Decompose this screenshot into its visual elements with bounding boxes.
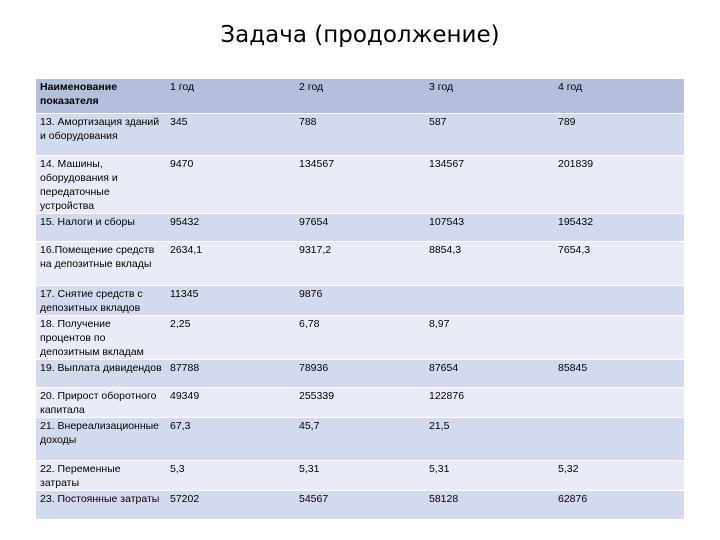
table-cell: 9317,2 [295,242,425,286]
row-label: 14. Машины, оборудования и передаточные устройства [36,156,166,214]
row-label: 23. Постоянные затраты [36,491,166,520]
table-cell: 107543 [425,214,554,242]
header-cell-indicator: Наименование показателя [36,79,166,114]
table-row [36,242,684,286]
table-cell [425,286,554,316]
table-cell: 87654 [425,360,554,388]
table-cell: 78936 [295,360,425,388]
table-cell: 6,78 [295,316,425,360]
table-cell: 87788 [166,360,295,388]
table-cell: 788 [295,114,425,156]
header-cell-year2: 2 год [295,79,425,114]
table-cell: 195432 [554,214,684,242]
table-row [36,286,684,316]
table-cell: 5,31 [425,461,554,491]
row-label: 15. Налоги и сборы [36,214,166,242]
table-cell [554,418,684,461]
table-row [36,156,684,214]
table-cell: 95432 [166,214,295,242]
table-cell: 57202 [166,491,295,520]
row-label: 16.Помещение средств на депозитные вклады [36,242,166,286]
table-row [36,214,684,242]
table-cell: 134567 [425,156,554,214]
table-cell: 201839 [554,156,684,214]
table-cell: 8,97 [425,316,554,360]
header-cell-year1: 1 год [166,79,295,114]
table-cell: 8854,3 [425,242,554,286]
header-cell-year3: 3 год [425,79,554,114]
table-cell: 45,7 [295,418,425,461]
table-row [36,491,684,520]
table-row [36,461,684,491]
table-row [36,114,684,156]
table-cell: 97654 [295,214,425,242]
data-table [36,79,684,520]
table-cell: 54567 [295,491,425,520]
table-cell [554,388,684,418]
table-cell: 5,32 [554,461,684,491]
table-cell: 255339 [295,388,425,418]
table-cell: 67,3 [166,418,295,461]
table-cell: 21,5 [425,418,554,461]
table-cell: 7654,3 [554,242,684,286]
table-row [36,388,684,418]
table-cell: 49349 [166,388,295,418]
table-cell: 9470 [166,156,295,214]
row-label: 22. Переменные затраты [36,461,166,491]
table-cell: 587 [425,114,554,156]
table-cell: 11345 [166,286,295,316]
table-row [36,360,684,388]
table-row [36,418,684,461]
table-cell: 345 [166,114,295,156]
row-label: 20. Прирост оборотного капитала [36,388,166,418]
table-cell: 58128 [425,491,554,520]
table-cell: 85845 [554,360,684,388]
table-cell [554,316,684,360]
header-cell-year4: 4 год [554,79,684,114]
table-cell: 9876 [295,286,425,316]
table-cell [554,286,684,316]
table-header-row [36,79,684,114]
row-label: 18. Получение процентов по депозитным вкладам [36,316,166,360]
row-label: 21. Внереализационные доходы [36,418,166,461]
table-cell: 122876 [425,388,554,418]
table-cell: 2,25 [166,316,295,360]
table-cell: 2634,1 [166,242,295,286]
table-row [36,316,684,360]
table-cell: 134567 [295,156,425,214]
table-cell: 789 [554,114,684,156]
slide-title: Задача (продолжение) [220,22,500,48]
table-cell: 5,3 [166,461,295,491]
row-label: 17. Снятие средств с депозитных вкладов [36,286,166,316]
row-label: 13. Амортизация зданий и оборудования [36,114,166,156]
table-cell: 5,31 [295,461,425,491]
table-cell: 62876 [554,491,684,520]
row-label: 19. Выплата дивидендов [36,360,166,388]
